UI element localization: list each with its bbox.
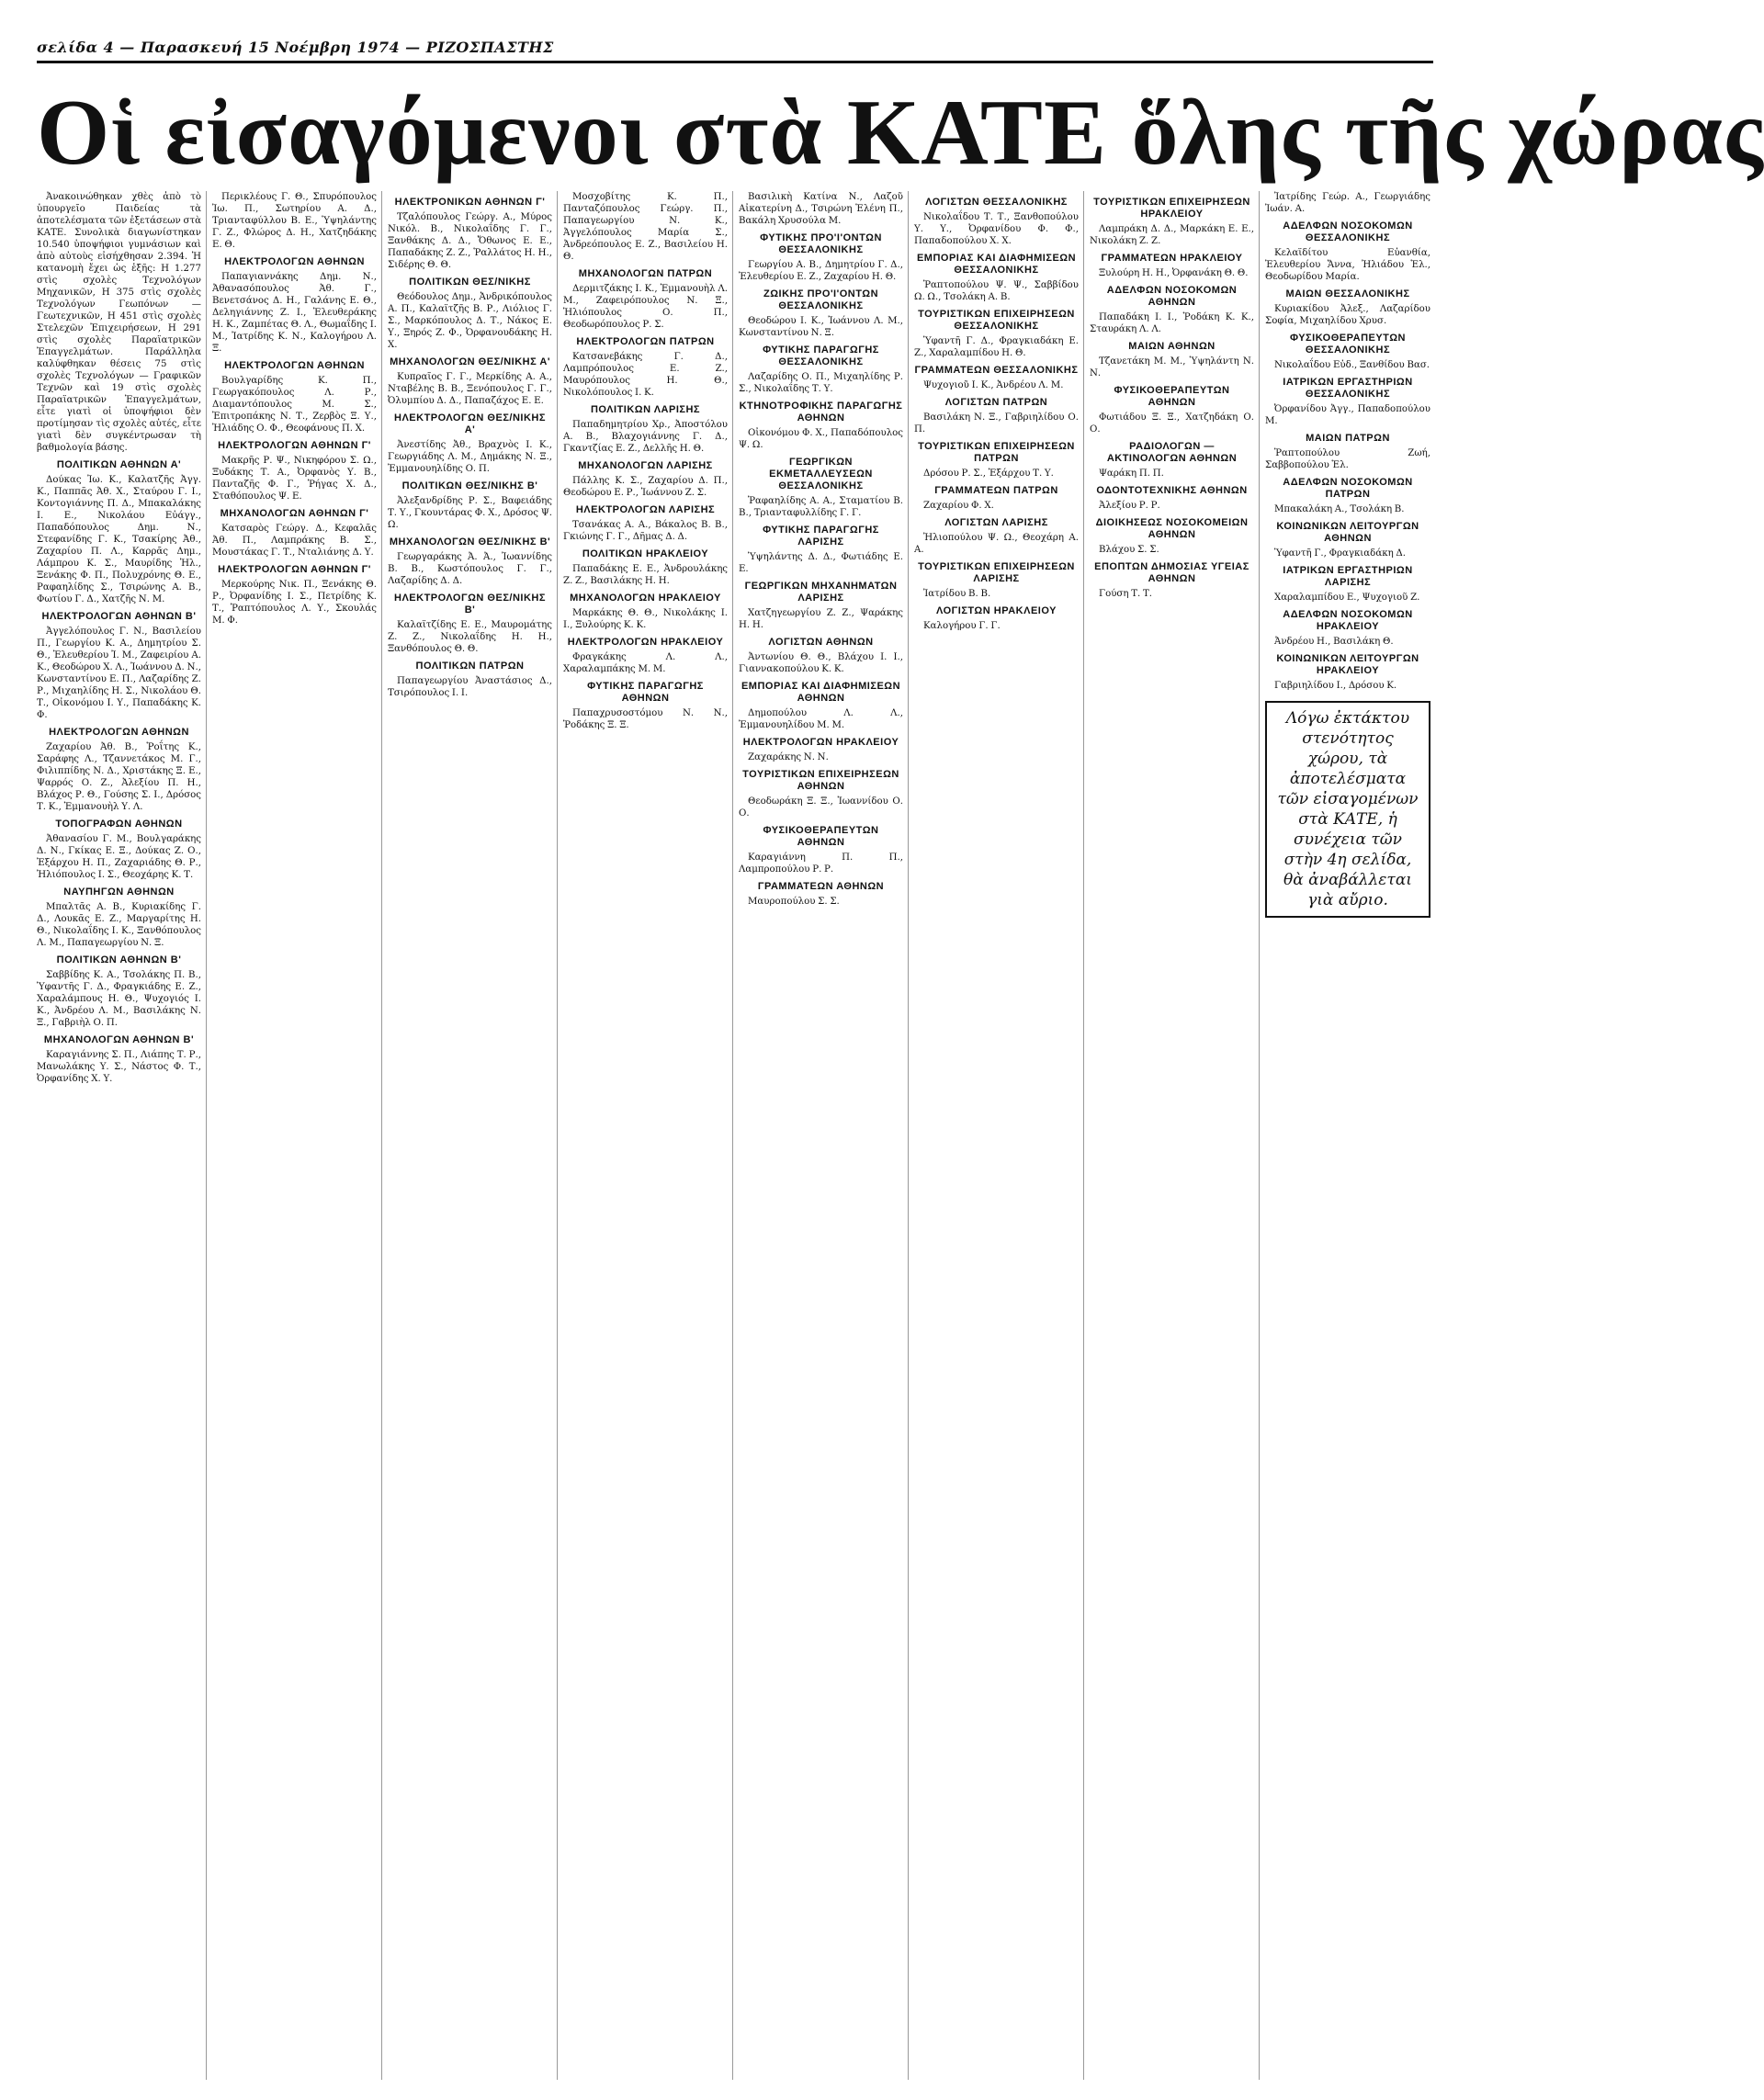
section-name-list: Θεοδώρου Ι. Κ., Ἰωάννου Λ. Μ., Κωνσταντίνου Ν. Ξ. [739, 316, 903, 338]
section-name-list: Καλαϊτζίδης Ε. Ε., Μαυρομάτης Ζ. Ζ., Νικολαΐδης Η. Η., Ξανθόπουλος Θ. Θ. [388, 620, 552, 654]
section-name-list: Δρόσου Ρ. Σ., Ἐξάρχου Τ. Υ. [923, 469, 1054, 479]
column-4 [563, 191, 733, 2080]
section-heading: ΗΛΕΚΤΡΟΛΟΓΩΝ ΑΘΗΝΩΝ [224, 360, 365, 371]
section-name-list: Παπαδάκης Ε. Ε., Ἀνδρουλάκης Ζ. Ζ., Βασιλάκης Η. Η. [563, 564, 728, 586]
section-name-list: Οἰκονόμου Φ. Χ., Παπαδόπουλος Ψ. Ω. [739, 428, 903, 450]
section-name-list: Μπαλτᾶς Α. Β., Κυριακίδης Γ. Δ., Λουκᾶς Ε. Ζ., Μαργαρίτης Η. Θ., Νικολαΐδης Ι. Κ., Ξανθόπουλος Λ. Μ., Παπαγεωργίου Ν. Ξ. [37, 902, 201, 948]
section-name-list: Ὀρφανίδου Ἀγγ., Παπαδοπούλου Μ. [1265, 404, 1430, 426]
section-name-list: Θεόδουλος Δημ., Ἀνδρικόπουλος Α. Π., Καλαϊτζῆς Β. Ρ., Λιόλιος Γ. Σ., Μαρκόπουλος Δ. Τ., Νάκος Ε. Υ., Ξηρός Ζ. Φ., Ὀρφανουδάκης Η. Χ. [388, 292, 552, 350]
section-name-list: Παπαδάκη Ι. Ι., Ῥοδάκη Κ. Κ., Σταυράκη Λ. Λ. [1090, 312, 1254, 334]
section-heading: ΗΛΕΚΤΡΟΛΟΓΩΝ ΗΡΑΚΛΕΙΟΥ [567, 637, 724, 648]
section-name-list: Καραγιάννης Σ. Π., Λιάπης Τ. Ρ., Μανωλάκης Υ. Σ., Νάστος Φ. Τ., Ὀρφανίδης Χ. Υ. [37, 1050, 201, 1084]
section-name-list: Ἀνεστίδης Ἀθ., Βραχνὸς Ι. Κ., Γεωργιάδης Λ. Μ., Δημάκης Ν. Ξ., Ἐμμανουηλίδης Ο. Π. [388, 440, 552, 474]
section-heading: ΓΡΑΜΜΑΤΕΩΝ ΗΡΑΚΛΕΙΟΥ [1101, 253, 1243, 264]
section-heading: ΠΟΛΙΤΙΚΩΝ ΘΕΣ/ΝΙΚΗΣ [409, 277, 531, 288]
section-name-list: Βασιλάκη Ν. Ξ., Γαβριηλίδου Ο. Π. [914, 412, 1079, 435]
section-name-list: Νικολαΐδου Τ. Τ., Ξανθοπούλου Υ. Υ., Ὀρφανίδου Φ. Φ., Παπαδοπούλου Χ. Χ. [914, 212, 1079, 246]
section-heading: ΤΟΥΡΙΣΤΙΚΩΝ ΕΠΙΧΕΙΡΗΣΕΩΝ ΠΑΤΡΩΝ [918, 441, 1075, 464]
section-heading: ΑΔΕΛΦΩΝ ΝΟΣΟΚΟΜΩΝ ΠΑΤΡΩΝ [1283, 477, 1413, 500]
section-name-list: Γαβριηλίδου Ι., Δρόσου Κ. [1274, 681, 1397, 691]
section-heading: ΛΟΓΙΣΤΩΝ ΑΘΗΝΩΝ [768, 637, 874, 648]
section-name-list: Φωτιάδου Ξ. Ξ., Χατζηδάκη Ο. Ο. [1090, 412, 1254, 435]
section-heading: ΚΤΗΝΟΤΡΟΦΙΚΗΣ ΠΑΡΑΓΩΓΗΣ ΑΘΗΝΩΝ [739, 401, 903, 423]
intro-paragraph: Ἀνακοινώθηκαν χθὲς ἀπὸ τὸ ὑπουργεῖο Παιδείας τὰ ἀποτελέσματα τῶν ἐξετάσεων στὰ ΚΑΤΕ. Συνολικὰ διαγωνίστηκαν 10.540 ὑποψήφιοι γυμνάσιων καὶ ἀπὸ αὐτοὺς εἰσήχθησαν 2.394. Ἡ κατανομὴ ἔχει ὡς ἑξῆς: Η 1.277 στὶς σχολὲς Τεχνολόγων Μηχανικῶν, Η 375 στὶς σχολὲς Τεχνολόγων Γεωπόνων — Γεωτεχνικῶν, Η 451 στὶς σχολὲς Στελεχῶν Ἐπιχειρήσεων, Η 291 στὶς σχολὲς Παραϊατρικῶν Ἐπαγγελμάτων. Παράλληλα καλύφθηκαν θέσεις 75 στὶς σχολὲς Τεχνολόγων — Γραφικῶν Τεχνῶν καὶ 19 στὶς σχολὲς Παραϊατρικῶν Ἐπαγγελμάτων, εἶτε γιατὶ οἱ ὑποψήφιοι δὲν προτίμησαν τὶς σχολὲς αὐτές, εἶτε γιατὶ δὲν συγκέντρωσαν τὴ βαθμολογία βάσης. [37, 192, 201, 453]
section-heading: ΗΛΕΚΤΡΟΛΟΓΩΝ ΗΡΑΚΛΕΙΟΥ [742, 737, 899, 748]
section-heading: ΓΕΩΡΓΙΚΩΝ ΜΗΧΑΝΗΜΑΤΩΝ ΛΑΡΙΣΗΣ [744, 581, 898, 604]
column-5 [739, 191, 909, 2080]
section-heading: ΦΥΣΙΚΟΘΕΡΑΠΕΥΤΩΝ ΑΘΗΝΩΝ [1114, 385, 1230, 408]
section-heading: ΗΛΕΚΤΡΟΝΙΚΩΝ ΑΘΗΝΩΝ Γ' [394, 197, 546, 208]
section-heading: ΚΟΙΝΩΝΙΚΩΝ ΛΕΙΤΟΥΡΓΩΝ ΑΘΗΝΩΝ [1276, 521, 1419, 544]
section-name-list: Ἀντωνίου Θ. Θ., Βλάχου Ι. Ι., Γιαννακοπούλου Κ. Κ. [739, 652, 903, 674]
section-name-list: Ἀλεξίου Ρ. Ρ. [1099, 501, 1160, 511]
section-name-list: Κυπραῖος Γ. Γ., Μερκίδης Α. Α., Νταβέλης Β. Β., Ξενόπουλος Γ. Γ., Ὀλυμπίου Δ. Δ., Παπαζάχος Ε. Ε. [388, 372, 552, 406]
section-name-list: Ἀθανασίου Γ. Μ., Βουλγαράκης Δ. Ν., Γκίκας Ε. Ξ., Δούκας Ζ. Ο., Ἐξάρχου Η. Π., Ζαχαριάδης Θ. Ρ., Ἠλιόπουλος Ι. Σ., Θεοχάρης Κ. Τ. [37, 834, 201, 880]
section-name-list: Ἀνδρέου Η., Βασιλάκη Θ. [1274, 637, 1394, 647]
section-name-list: Παπαγιαννάκης Δημ. Ν., Ἀθανασόπουλος Ἀθ. Γ., Βενετσάνος Δ. Η., Γαλάνης Ε. Θ., Δεληγιάννης Ζ. Ι., Ἐλευθεράκης Η. Κ., Ζαμπέτας Θ. Λ., Θωμαΐδης Ι. Μ., Ἰατρίδης Κ. Ν., Καλογήρου Λ. Ξ. [212, 272, 377, 354]
section-name-list: Κατσανεβάκης Γ. Δ., Λαμπρόπουλος Ε. Ζ., Μαυρόπουλος Η. Θ., Νικολόπουλος Ι. Κ. [563, 352, 728, 398]
section-heading: ΦΥΣΙΚΟΘΕΡΑΠΕΥΤΩΝ ΘΕΣΣΑΛΟΝΙΚΗΣ [1290, 333, 1406, 356]
section-name-list: Φραγκάκης Λ. Λ., Χαραλαμπάκης Μ. Μ. [563, 652, 728, 674]
section-heading: ΤΟΥΡΙΣΤΙΚΩΝ ΕΠΙΧΕΙΡΗΣΕΩΝ ΑΘΗΝΩΝ [742, 769, 899, 792]
section-heading: ΓΡΑΜΜΑΤΕΩΝ ΑΘΗΝΩΝ [757, 881, 885, 892]
section-heading: ΕΠΟΠΤΩΝ ΔΗΜΟΣΙΑΣ ΥΓΕΙΑΣ ΑΘΗΝΩΝ [1094, 561, 1250, 584]
headline: Οἱ εἰσαγόμενοι στὰ ΚΑΤΕ ὅλης τῆς χώρας [37, 81, 1764, 185]
section-name-list: Λαμπράκη Δ. Δ., Μαρκάκη Ε. Ε., Νικολάκη Ζ. Ζ. [1090, 224, 1254, 246]
section-name-list: Παπαγεωργίου Ἀναστάσιος Δ., Τσιρόπουλος Ι. Ι. [388, 676, 552, 698]
section-name-list: Ζαχαρίου Φ. Χ. [923, 501, 994, 511]
section-name-list: Κυριακίδου Ἀλεξ., Λαζαρίδου Σοφία, Μιχαηλίδου Χρυσ. [1265, 304, 1430, 326]
section-heading: ΜΗΧΑΝΟΛΟΓΩΝ ΘΕΣ/ΝΙΚΗΣ Α' [390, 356, 550, 367]
section-heading: ΕΜΠΟΡΙΑΣ ΚΑΙ ΔΙΑΦΗΜΙΣΕΩΝ ΘΕΣΣΑΛΟΝΙΚΗΣ [916, 253, 1077, 276]
section-name-list: Βασιλικὴ Κατίνα Ν., Λαζοῦ Αἰκατερίνη Δ., Τσιρώνη Ἑλένη Π., Βακάλη Χρυσούλα Μ. [739, 192, 903, 226]
section-name-list: Ψυχογιοῦ Ι. Κ., Ἀνδρέου Λ. Μ. [923, 380, 1064, 390]
section-name-list: Λαζαρίδης Ο. Π., Μιχαηλίδης Ρ. Σ., Νικολαΐδης Τ. Υ. [739, 372, 903, 394]
section-heading: ΕΜΠΟΡΙΑΣ ΚΑΙ ΔΙΑΦΗΜΙΣΕΩΝ ΑΘΗΝΩΝ [741, 681, 901, 704]
column-3 [388, 191, 558, 2080]
section-name-list: Γεωργαράκης Ἀ. Ἀ., Ἰωαννίδης Β. Β., Κωστόπουλος Γ. Γ., Λαζαρίδης Δ. Δ. [388, 552, 552, 586]
section-heading: ΠΟΛΙΤΙΚΩΝ ΑΘΗΝΩΝ Β' [56, 954, 182, 965]
section-name-list: Μοσχοβίτης Κ. Π., Πανταζόπουλος Γεώργ. Π., Παπαγεωργίου Ν. Κ., Ἀγγελόπουλος Μαρία Σ., Ἀνδρεόπουλος Ε. Ζ., Βασιλείου Η. Θ. [563, 192, 728, 262]
section-heading: ΛΟΓΙΣΤΩΝ ΠΑΤΡΩΝ [944, 397, 1048, 408]
section-heading: ΝΑΥΠΗΓΩΝ ΑΘΗΝΩΝ [63, 886, 175, 898]
section-name-list: Θεοδωράκη Ξ. Ξ., Ἰωαννίδου Ο. Ο. [739, 796, 903, 819]
section-heading: ΠΟΛΙΤΙΚΩΝ ΘΕΣ/ΝΙΚΗΣ Β' [401, 480, 538, 491]
section-name-list: Ζαχαράκης Ν. Ν. [748, 752, 829, 762]
section-name-list: Μακρῆς Ρ. Ψ., Νικηφόρου Σ. Ω., Ξυδάκης Τ. Α., Ὀρφανὸς Υ. Β., Πανταζῆς Φ. Γ., Ῥήγας Χ. Δ., Σταθόπουλος Ψ. Ε. [212, 456, 377, 502]
section-heading: ΠΟΛΙΤΙΚΩΝ ΗΡΑΚΛΕΙΟΥ [582, 548, 709, 559]
section-heading: ΖΩΙΚΗΣ ΠΡΟ'Ι'ΟΝΤΩΝ ΘΕΣΣΑΛΟΝΙΚΗΣ [763, 288, 879, 311]
section-heading: ΛΟΓΙΣΤΩΝ ΘΕΣΣΑΛΟΝΙΚΗΣ [925, 197, 1068, 208]
section-heading: ΗΛΕΚΤΡΟΛΟΓΩΝ ΛΑΡΙΣΗΣ [575, 504, 716, 515]
column-7 [1090, 191, 1260, 2080]
section-name-list: Ψαράκη Π. Π. [1099, 469, 1164, 479]
section-heading: ΗΛΕΚΤΡΟΛΟΓΩΝ ΑΘΗΝΩΝ [49, 727, 189, 738]
section-heading: ΙΑΤΡΙΚΩΝ ΕΡΓΑΣΤΗΡΙΩΝ ΛΑΡΙΣΗΣ [1283, 565, 1413, 588]
column-2 [212, 191, 382, 2080]
section-name-list: Γούση Τ. Τ. [1099, 589, 1152, 599]
section-name-list: Κελαϊδίτου Εὐανθία, Ἐλευθερίου Ἄννα, Ἠλιάδου Ἑλ., Θεοδωρίδου Μαρία. [1265, 248, 1430, 282]
section-name-list: Βουλγαρίδης Κ. Π., Γεωργακόπουλος Λ. Ρ., Διαμαντόπουλος Μ. Σ., Ἐπιτροπάκης Ν. Τ., Ζερβὸς Ξ. Υ., Ἠλιάδης Ο. Φ., Θεοφάνους Π. Χ. [212, 376, 377, 434]
section-heading: ΜΑΙΩΝ ΠΑΤΡΩΝ [1306, 433, 1390, 444]
section-heading: ΜΗΧΑΝΟΛΟΓΩΝ ΠΑΤΡΩΝ [578, 268, 713, 279]
section-name-list: Ἰατρίδου Β. Β. [923, 589, 991, 599]
section-name-list: Δούκας Ἰω. Κ., Καλατζῆς Ἀγγ. Κ., Παππᾶς Ἀθ. Χ., Σταύρου Γ. Ι., Κοντογιάννης Π. Δ., Μπακαλάκης Ι. Ε., Νικολάου Εὐάγγ., Παπαδόπουλος Δημ. Ν., Στεφανίδης Γ. Κ., Τσακίρης Ἀθ., Ζαχαρίου Π. Λ., Καρρᾶς Δημ., Λάμπρου Κ. Σ., Μαυρίδης Ἠλ., Ξενάκης Φ. Π., Πολυχρόνης Θ. Ε., Ραφαηλίδης Σ., Τσιρώνης Α. Β., Φωτίου Γ. Δ., Χατζῆς Ν. Μ. [37, 475, 201, 604]
section-heading: ΤΟΥΡΙΣΤΙΚΩΝ ΕΠΙΧΕΙΡΗΣΕΩΝ ΗΡΑΚΛΕΙΟΥ [1093, 197, 1250, 220]
section-name-list: Παπαδημητρίου Χρ., Ἀποστόλου Α. Β., Βλαχογιάννης Γ. Δ., Γκαντζίας Ε. Ζ., Δελλῆς Η. Θ. [563, 420, 728, 454]
section-heading: ΜΗΧΑΝΟΛΟΓΩΝ ΗΡΑΚΛΕΙΟΥ [570, 593, 721, 604]
section-heading: ΔΙΟΙΚΗΣΕΩΣ ΝΟΣΟΚΟΜΕΙΩΝ ΑΘΗΝΩΝ [1095, 517, 1249, 540]
page-folio: σελίδα 4 — Παρασκευή 15 Νοέμβρη 1974 — ΡΙΖΟΣΠΑΣΤΗΣ [37, 39, 554, 56]
section-heading: ΤΟΠΟΓΡΑΦΩΝ ΑΘΗΝΩΝ [55, 819, 183, 830]
section-name-list: Ὑψηλάντης Δ. Δ., Φωτιάδης Ε. Ε. [739, 552, 903, 574]
section-heading: ΜΗΧΑΝΟΛΟΓΩΝ ΑΘΗΝΩΝ Β' [43, 1034, 195, 1045]
section-name-list: Ἀγγελόπουλος Γ. Ν., Βασιλείου Π., Γεωργίου Κ. Α., Δημητρίου Σ. Θ., Ἐλευθερίου Ἰ. Μ., Ζαφειρίου Α. Κ., Θεοδώρου Χ. Λ., Ἰωάννου Δ. Ν., Κωνσταντίνου Ε. Π., Λαζαρίδης Ζ. Ρ., Μιχαηλίδης Η. Σ., Νικολάου Θ. Τ., Οἰκονόμου Ι. Υ., Παπαδάκης Κ. Φ. [37, 627, 201, 720]
section-heading: ΜΑΙΩΝ ΑΘΗΝΩΝ [1128, 341, 1216, 352]
section-name-list: Τζανετάκη Μ. Μ., Ὑψηλάντη Ν. Ν. [1090, 356, 1254, 378]
section-name-list: Δερμιτζάκης Ι. Κ., Ἐμμανουὴλ Λ. Μ., Ζαφειρόπουλος Ν. Ξ., Ἡλιόπουλος Ο. Π., Θεοδωρόπουλος Ρ. Σ. [563, 284, 728, 330]
section-name-list: Μερκούρης Νικ. Π., Ξενάκης Θ. Ρ., Ὀρφανίδης Ι. Σ., Πετρίδης Κ. Τ., Ῥαπτόπουλος Λ. Υ., Σκουλάς Μ. Φ. [212, 580, 377, 626]
section-name-list: Βλάχου Σ. Σ. [1099, 545, 1159, 555]
section-name-list: Ὑφαντῆ Γ. Δ., Φραγκιαδάκη Ε. Ζ., Χαραλαμπίδου Η. Θ. [914, 336, 1079, 358]
section-name-list: Ζαχαρίου Ἀθ. Β., Ῥοΐτης Κ., Σαράφης Λ., Τζαννετάκος Μ. Γ., Φιλιππίδης Ν. Δ., Χριστάκης Ξ. Ε., Ψαρρός Ο. Ζ., Ἀλεξίου Π. Η., Βλάχος Ρ. Θ., Γούσης Σ. Ι., Δρόσος Τ. Κ., Ἐμμανουὴλ Υ. Λ. [37, 742, 201, 812]
section-name-list: Γεωργίου Α. Β., Δημητρίου Γ. Δ., Ἐλευθερίου Ε. Ζ., Ζαχαρίου Η. Θ. [739, 260, 903, 282]
section-heading: ΦΥΣΙΚΟΘΕΡΑΠΕΥΤΩΝ ΑΘΗΝΩΝ [763, 825, 879, 848]
column-1 [37, 191, 207, 2080]
article-columns [37, 191, 1435, 2080]
section-heading: ΓΡΑΜΜΑΤΕΩΝ ΘΕΣΣΑΛΟΝΙΚΗΣ [914, 365, 1079, 376]
section-heading: ΦΥΤΙΚΗΣ ΠΑΡΑΓΩΓΗΣ ΘΕΣΣΑΛΟΝΙΚΗΣ [763, 344, 879, 367]
section-name-list: Πάλλης Κ. Σ., Ζαχαρίου Δ. Π., Θεοδώρου Ε. Ρ., Ἰωάννου Ζ. Σ. [563, 476, 728, 498]
section-heading: ΓΕΩΡΓΙΚΩΝ ΕΚΜΕΤΑΛΛΕΥΣΕΩΝ ΘΕΣΣΑΛΟΝΙΚΗΣ [769, 457, 873, 491]
section-heading: ΗΛΕΚΤΡΟΛΟΓΩΝ ΠΑΤΡΩΝ [576, 336, 715, 347]
section-heading: ΗΛΕΚΤΡΟΛΟΓΩΝ ΑΘΗΝΩΝ [224, 256, 365, 267]
section-name-list: Χατζηγεωργίου Ζ. Ζ., Ψαράκης Η. Η. [739, 608, 903, 630]
section-name-list: Ὑφαντῆ Γ., Φραγκιαδάκη Δ. [1274, 548, 1407, 559]
section-heading: ΗΛΕΚΤΡΟΛΟΓΩΝ ΑΘΗΝΩΝ Γ' [218, 564, 371, 575]
section-name-list: Μαυροπούλου Σ. Σ. [748, 897, 840, 907]
section-name-list: Ἀλεξανδρίδης Ρ. Σ., Βαφειάδης Τ. Υ., Γκουντάρας Φ. Χ., Δρόσος Ψ. Ω. [388, 496, 552, 530]
section-name-list: Μαρκάκης Θ. Θ., Νικολάκης Ι. Ι., Ξυλούρης Κ. Κ. [563, 608, 728, 630]
section-name-list: Δημοπούλου Λ. Λ., Ἐμμανουηλίδου Μ. Μ. [739, 708, 903, 730]
section-heading: ΚΟΙΝΩΝΙΚΩΝ ΛΕΙΤΟΥΡΓΩΝ ΗΡΑΚΛΕΙΟΥ [1276, 653, 1419, 676]
section-heading: ΑΔΕΛΦΩΝ ΝΟΣΟΚΟΜΩΝ ΑΘΗΝΩΝ [1106, 285, 1238, 308]
section-heading: ΠΟΛΙΤΙΚΩΝ ΑΘΗΝΩΝ Α' [56, 459, 182, 470]
section-name-list: Ῥαφαηλίδης Α. Α., Σταματίου Β. Β., Τριανταφυλλίδης Γ. Γ. [739, 496, 903, 518]
section-name-list: Παπαχρυσοστόμου Ν. Ν., Ῥοδάκης Ξ. Ξ. [563, 708, 728, 730]
section-heading: ΗΛΕΚΤΡΟΛΟΓΩΝ ΘΕΣ/ΝΙΚΗΣ Β' [394, 593, 546, 615]
section-name-list: Ἠλιοπούλου Ψ. Ω., Θεοχάρη Α. Α. [914, 533, 1079, 555]
section-heading: ΤΟΥΡΙΣΤΙΚΩΝ ΕΠΙΧΕΙΡΗΣΕΩΝ ΛΑΡΙΣΗΣ [918, 561, 1075, 584]
folio-rule [37, 61, 1433, 63]
section-heading: ΤΟΥΡΙΣΤΙΚΩΝ ΕΠΙΧΕΙΡΗΣΕΩΝ ΘΕΣΣΑΛΟΝΙΚΗΣ [918, 309, 1075, 332]
section-heading: ΜΗΧΑΝΟΛΟΓΩΝ ΘΕΣ/ΝΙΚΗΣ Β' [389, 536, 551, 548]
section-name-list: Χαραλαμπίδου Ε., Ψυχογιοῦ Ζ. [1274, 593, 1420, 603]
section-heading: ΡΑΔΙΟΛΟΓΩΝ — ΑΚΤΙΝΟΛΟΓΩΝ ΑΘΗΝΩΝ [1106, 441, 1238, 464]
section-name-list: Τσανάκας Α. Α., Βάκαλος Β. Β., Γκιώνης Γ. Γ., Δῆμας Δ. Δ. [563, 520, 728, 542]
section-heading: ΦΥΤΙΚΗΣ ΠΑΡΑΓΩΓΗΣ ΑΘΗΝΩΝ [587, 681, 704, 704]
section-name-list: Καλογήρου Γ. Γ. [923, 621, 1001, 631]
section-name-list: Ῥαπτοπούλου Ζωή, Σαββοπούλου Ἑλ. [1265, 448, 1430, 470]
section-name-list: Σαββίδης Κ. Α., Τσολάκης Π. Β., Ὑφαντῆς Γ. Δ., Φραγκιάδης Ε. Ζ., Χαραλάμπους Η. Θ., Ψυχογιός Ι. Κ., Ἀνδρέου Λ. Μ., Βασιλάκης Ν. Ξ., Γαβριὴλ Ο. Π. [37, 970, 201, 1028]
section-name-list: Ῥαπτοπούλου Ψ. Ψ., Σαββίδου Ω. Ω., Τσολάκη Α. Β. [914, 280, 1079, 302]
section-name-list: Μπακαλάκη Α., Τσολάκη Β. [1274, 504, 1405, 514]
section-heading: ΑΔΕΛΦΩΝ ΝΟΣΟΚΟΜΩΝ ΗΡΑΚΛΕΙΟΥ [1283, 609, 1413, 632]
section-name-list: Καραγιάννη Π. Π., Λαμπροπούλου Ρ. Ρ. [739, 852, 903, 875]
section-heading: ΦΥΤΙΚΗΣ ΠΑΡΑΓΩΓΗΣ ΛΑΡΙΣΗΣ [763, 525, 879, 548]
section-name-list: Ἰατρίδης Γεώρ. Α., Γεωργιάδης Ἰωάν. Α. [1265, 192, 1430, 214]
editor-notice-box: Λόγω ἐκτάκτου στενότητος χώρου, τὰ ἀποτελέσματα τῶν εἰσαγομένων στὰ ΚΑΤΕ, ἡ συνέχεια τῶν στὴν 4η σελίδα, θὰ ἀναβάλλεται γιὰ αὔριο. [1265, 701, 1430, 918]
section-heading: ΑΔΕΛΦΩΝ ΝΟΣΟΚΟΜΩΝ ΘΕΣΣΑΛΟΝΙΚΗΣ [1283, 220, 1413, 243]
section-heading: ΠΟΛΙΤΙΚΩΝ ΠΑΤΡΩΝ [415, 660, 525, 672]
column-8 [1265, 191, 1435, 2080]
section-heading: ΟΔΟΝΤΟΤΕΧΝΙΚΗΣ ΑΘΗΝΩΝ [1096, 485, 1248, 496]
section-heading: ΛΟΓΙΣΤΩΝ ΛΑΡΙΣΗΣ [944, 517, 1048, 528]
section-name-list: Ξυλούρη Η. Η., Ὀρφανάκη Θ. Θ. [1099, 268, 1249, 278]
section-heading: ΦΥΤΙΚΗΣ ΠΡΟ'Ι'ΟΝΤΩΝ ΘΕΣΣΑΛΟΝΙΚΗΣ [760, 232, 882, 255]
section-heading: ΗΛΕΚΤΡΟΛΟΓΩΝ ΑΘΗΝΩΝ Β' [41, 611, 197, 622]
section-heading: ΛΟΓΙΣΤΩΝ ΗΡΑΚΛΕΙΟΥ [936, 605, 1057, 616]
section-name-list: Κατσαρὸς Γεώργ. Δ., Κεφαλᾶς Ἀθ. Π., Λαμπράκης Β. Σ., Μουστάκας Γ. Τ., Νταλιάνης Δ. Υ. [212, 524, 377, 558]
section-heading: ΜΗΧΑΝΟΛΟΓΩΝ ΑΘΗΝΩΝ Γ' [220, 508, 369, 519]
section-name-list: Τζαλόπουλος Γεώργ. Α., Μύρος Νικόλ. Β., Νικολαΐδης Γ. Γ., Ξανθάκης Δ. Δ., Ὄθωνος Ε. Ε., Παπαδάκης Ζ. Ζ., Ῥαλλάτος Η. Η., Σιδέρης Θ. Θ. [388, 212, 552, 270]
section-heading: ΠΟΛΙΤΙΚΩΝ ΛΑΡΙΣΗΣ [590, 404, 701, 415]
section-heading: ΗΛΕΚΤΡΟΛΟΓΩΝ ΘΕΣ/ΝΙΚΗΣ Α' [394, 412, 546, 435]
section-name-list: Νικολαΐδου Εὐδ., Ξανθίδου Βασ. [1274, 360, 1430, 370]
column-6 [914, 191, 1084, 2080]
section-heading: ΜΑΙΩΝ ΘΕΣΣΑΛΟΝΙΚΗΣ [1285, 288, 1410, 299]
section-heading: ΓΡΑΜΜΑΤΕΩΝ ΠΑΤΡΩΝ [934, 485, 1058, 496]
section-heading: ΗΛΕΚΤΡΟΛΟΓΩΝ ΑΘΗΝΩΝ Γ' [218, 440, 371, 451]
section-name-list: Περικλέους Γ. Θ., Σπυρόπουλος Ἰω. Π., Σωτηρίου Α. Δ., Τριανταφύλλου Β. Ε., Ὑψηλάντης Γ. Ζ., Φλώρος Δ. Η., Χατζηδάκης Ε. Θ. [212, 192, 377, 250]
section-heading: ΜΗΧΑΝΟΛΟΓΩΝ ΛΑΡΙΣΗΣ [578, 460, 713, 471]
section-heading: ΙΑΤΡΙΚΩΝ ΕΡΓΑΣΤΗΡΙΩΝ ΘΕΣΣΑΛΟΝΙΚΗΣ [1283, 377, 1413, 400]
